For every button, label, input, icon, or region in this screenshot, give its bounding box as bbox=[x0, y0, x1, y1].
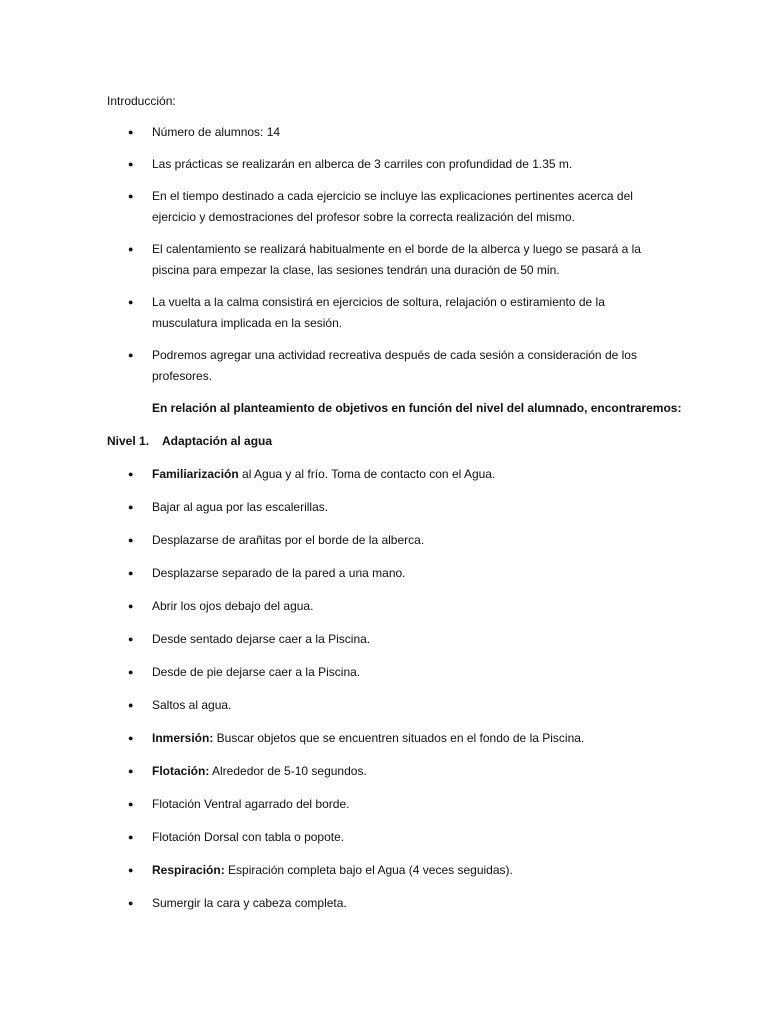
item-text: Saltos al agua. bbox=[152, 698, 232, 712]
list-item bbox=[0, 497, 768, 518]
list-item: ● En el tiempo destinado a cada ejercicio se incluye las explicaciones pertinentes acerca del ejercicio y demostraciones del profesor sobre la correcta realización del mismo. bbox=[0, 186, 768, 228]
item-text: Desde sentado dejarse caer a la Piscina. bbox=[152, 632, 371, 646]
list-item bbox=[0, 530, 768, 551]
item-bold: Flotación: bbox=[152, 764, 210, 778]
item-bold: Respiración: bbox=[152, 863, 225, 877]
list-item bbox=[0, 893, 768, 914]
list-item bbox=[0, 761, 768, 782]
level-number: Nivel 1. bbox=[107, 434, 150, 448]
list-item bbox=[0, 563, 768, 584]
list-item bbox=[0, 695, 768, 716]
list-item: ● La vuelta a la calma consistirá en ejercicios de soltura, relajación o estiramiento de la musculatura implicada en la sesión. bbox=[0, 292, 768, 334]
list-item bbox=[0, 860, 768, 881]
list-item bbox=[0, 827, 768, 848]
item-bold: Inmersión: bbox=[152, 731, 214, 745]
item-text: Espiración completa bajo el Agua (4 veces seguidas). bbox=[224, 863, 513, 877]
intro-list bbox=[0, 122, 768, 398]
level1-list bbox=[0, 464, 768, 926]
list-item: ● El calentamiento se realizará habitualmente en el borde de la alberca y luego se pasará a la piscina para empezar la clase, las sesiones tendrán una duración de 50 min. bbox=[0, 239, 768, 281]
item-text: Bajar al agua por las escalerillas. bbox=[152, 500, 329, 514]
list-item bbox=[0, 629, 768, 650]
list-item bbox=[0, 728, 768, 749]
list-item bbox=[0, 464, 768, 485]
intro-heading: Introducción: bbox=[107, 94, 176, 108]
level-heading bbox=[107, 431, 272, 452]
list-item: ● Las prácticas se realizarán en alberca de 3 carriles con profundidad de 1.35 m. bbox=[0, 154, 768, 175]
item-text: Desde de pie dejarse caer a la Piscina. bbox=[152, 665, 361, 679]
item-text: Flotación Dorsal con tabla o popote. bbox=[152, 830, 345, 844]
item-text: Desplazarse separado de la pared a una mano. bbox=[152, 566, 406, 580]
item-bold: Familiarización bbox=[152, 467, 239, 481]
item-text: al Agua y al frío. Toma de contacto con el Agua. bbox=[238, 467, 496, 481]
item-text: Buscar objetos que se encuentren situados en el fondo de la Piscina. bbox=[213, 731, 585, 745]
item-text: Sumergir la cara y cabeza completa. bbox=[152, 896, 347, 910]
list-item bbox=[0, 596, 768, 617]
list-item bbox=[0, 794, 768, 815]
item-text: Flotación Ventral agarrado del borde. bbox=[152, 797, 350, 811]
list-item: ● Podremos agregar una actividad recreativa después de cada sesión a consideración de los profesores. bbox=[0, 345, 768, 387]
item-text: Alrededor de 5-10 segundos. bbox=[209, 764, 367, 778]
list-item: ● Número de alumnos: 14 bbox=[0, 122, 768, 143]
list-item bbox=[0, 662, 768, 683]
level-title: Adaptación al agua bbox=[162, 434, 273, 448]
objectives-line: En relación al planteamiento de objetivos en función del nivel del alumnado, encontraremos: bbox=[152, 401, 682, 415]
item-text: Desplazarse de arañitas por el borde de la alberca. bbox=[152, 533, 425, 547]
item-text: Abrir los ojos debajo del agua. bbox=[152, 599, 314, 613]
